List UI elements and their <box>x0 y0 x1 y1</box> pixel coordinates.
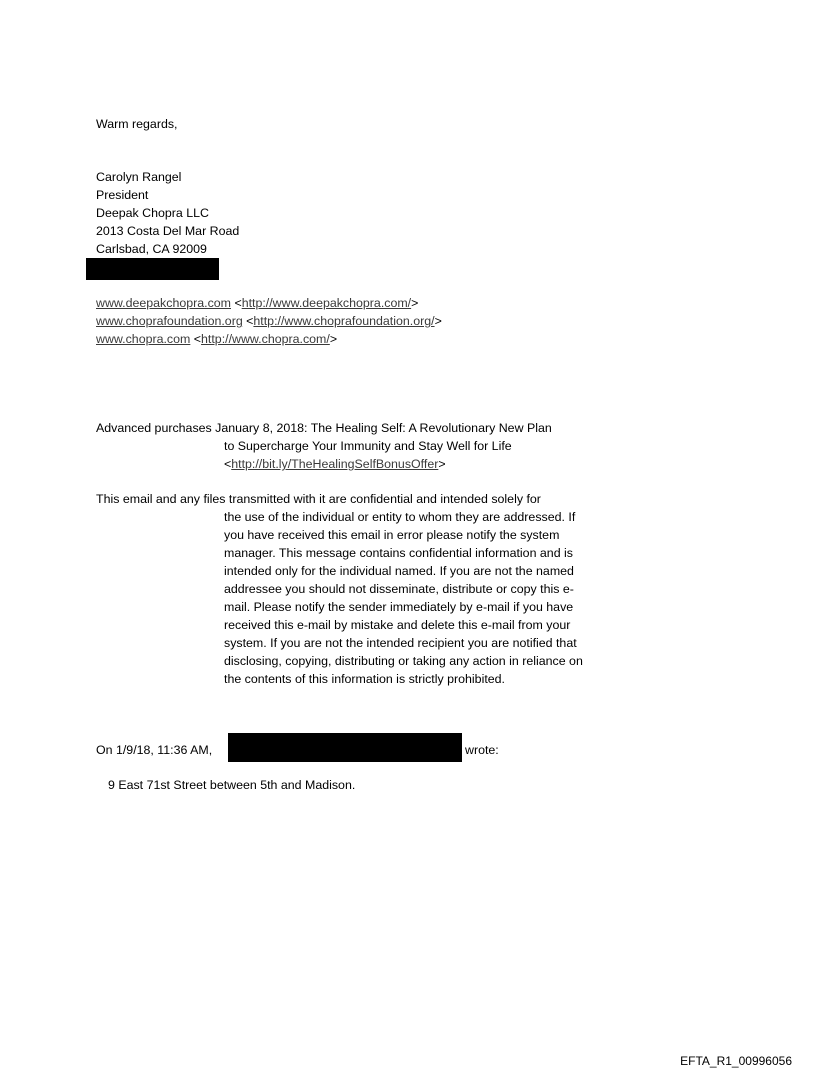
promo-title: January 8, 2018: The Healing Self: A Revolutionary New Plan <box>215 421 552 435</box>
reply-suffix: wrote: <box>465 743 499 757</box>
redaction-box <box>86 258 219 280</box>
promo-line-3: <http://bit.ly/TheHealingSelfBonusOffer> <box>224 457 446 471</box>
document-id: EFTA_R1_00996056 <box>680 1054 792 1068</box>
redaction-box-sender <box>228 733 462 762</box>
url-chopra[interactable]: http://www.chopra.com/ <box>201 332 330 346</box>
promo-line-1 <box>96 419 552 437</box>
reply-header <box>96 741 212 759</box>
disclaimer-body: the use of the individual or entity to whom they are addressed. If you have received this email in error please notify the system manager. This message contains confidential information and is intended only for the individual named. If you are not the named addressee you should not disseminate, distribute or copy this e-mail. Please notify the sender immediately by e-mail if you have received this e-mail by mistake and delete this e-mail from your system. If you are not the intended recipient you are notified that disclosing, copying, distributing or taking any action in reliance on the contents of this information is strictly prohibited. <box>224 510 583 686</box>
link-line-2: www.choprafoundation.org <http://www.choprafoundation.org/> <box>96 314 442 328</box>
signature-address1: 2013 Costa Del Mar Road <box>96 224 240 238</box>
signature-title: President <box>96 188 149 202</box>
link-choprafoundation[interactable]: www.choprafoundation.org <box>96 314 243 328</box>
promo-lead: Advanced purchases <box>96 421 216 435</box>
signature-name: Carolyn Rangel <box>96 170 182 184</box>
promo-url[interactable]: http://bit.ly/TheHealingSelfBonusOffer <box>231 457 439 471</box>
signature-company: Deepak Chopra LLC <box>96 206 209 220</box>
url-choprafoundation[interactable]: http://www.choprafoundation.org/ <box>253 314 435 328</box>
signature-address2: Carlsbad, CA 92009 <box>96 242 207 256</box>
reply-quote: 9 East 71st Street between 5th and Madison. <box>108 778 356 792</box>
url-deepakchopra[interactable]: http://www.deepakchopra.com/ <box>241 296 412 310</box>
closing-text: Warm regards, <box>96 117 178 131</box>
link-chopra[interactable]: www.chopra.com <box>96 332 191 346</box>
link-deepakchopra[interactable]: www.deepakchopra.com <box>96 296 231 310</box>
reply-prefix: On 1/9/18, 11:36 AM, <box>96 743 213 757</box>
link-line-3: www.chopra.com <http://www.chopra.com/> <box>96 332 338 346</box>
disclaimer-lead: This email and any files transmitted with it are confidential and intended solely for <box>96 492 541 506</box>
promo-line-2: to Supercharge Your Immunity and Stay Well for Life <box>224 439 512 453</box>
link-line-1: www.deepakchopra.com <http://www.deepakchopra.com/> <box>96 296 419 310</box>
